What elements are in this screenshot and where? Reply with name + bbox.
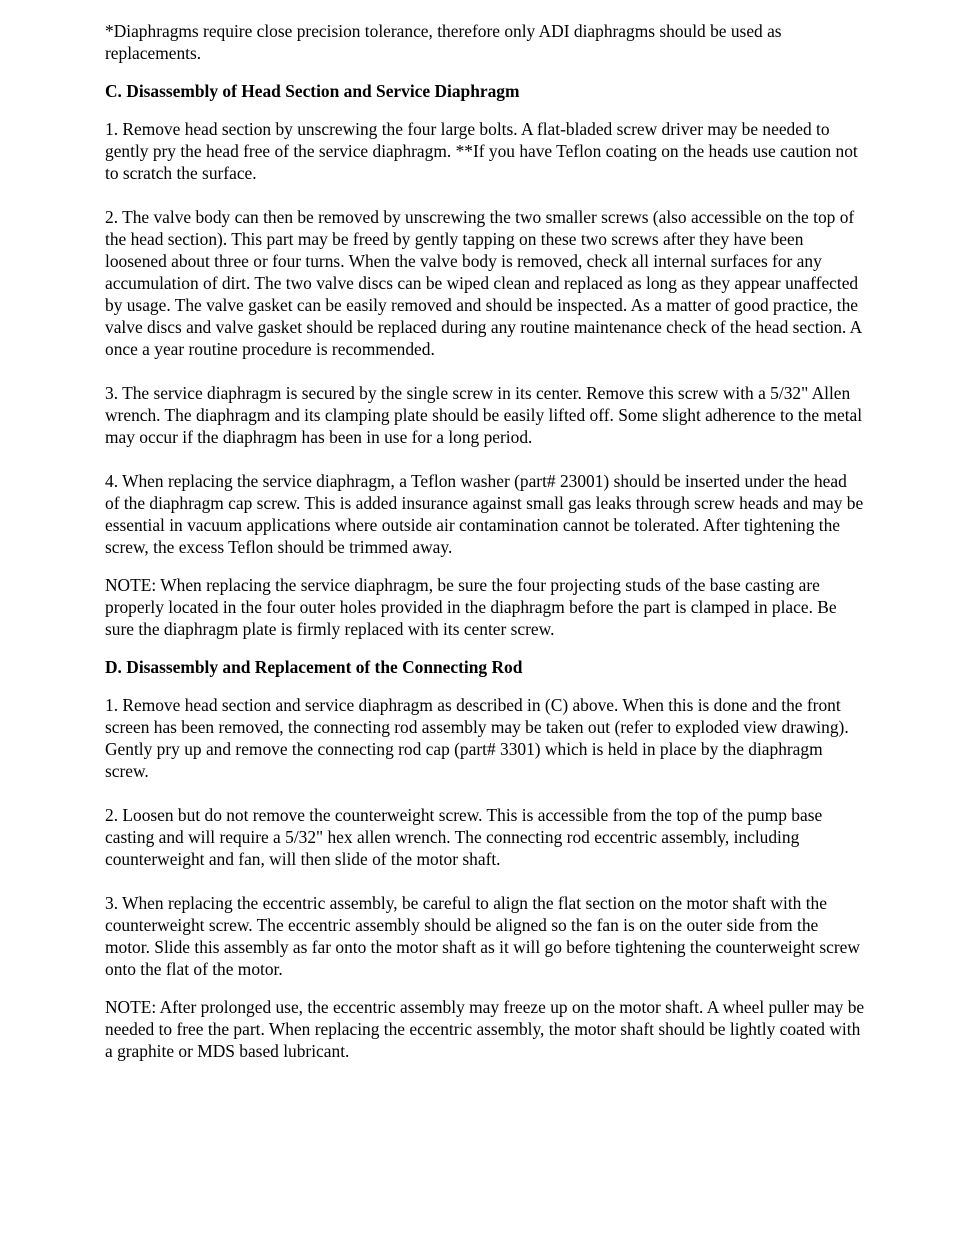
section-c-step-4: 4. When replacing the service diaphragm, a Teflon washer (part# 23001) should be inserted under the head of the diaphragm cap screw. This is added insurance against small gas leaks through screw heads and may be essential in vacuum applications where outside air contamination cannot be tolerated. After tightening the screw, the excess Teflon should be trimmed away. (105, 471, 864, 557)
section-c-step-1: 1. Remove head section by unscrewing the four large bolts. A flat-bladed screw driver may be needed to gently pry the head free of the service diaphragm. **If you have Teflon coating on the heads use caution not to scratch the surface. (105, 119, 858, 183)
section-d-step-1: 1. Remove head section and service diaphragm as described in (C) above. When this is done and the front screen has been removed, the connecting rod assembly may be taken out (refer to exploded view drawing). Gently pry up and remove the connecting rod cap (part# 3301) which is held in place by the diaphragm screw. (105, 695, 849, 781)
section-d-heading: D. Disassembly and Replacement of the Connecting Rod (105, 657, 523, 677)
section-c-step-3: 3. The service diaphragm is secured by the single screw in its center. Remove this screw with a 5/32" Allen wrench. The diaphragm and its clamping plate should be easily lifted off. Some slight adherence to the metal may occur if the diaphragm has been in use for a long period. (105, 383, 863, 447)
intro-note: *Diaphragms require close precision tolerance, therefore only ADI diaphragms should be used as replacements. (105, 21, 782, 63)
section-c-step-2: 2. The valve body can then be removed by unscrewing the two smaller screws (also accessible on the top of the head section). This part may be freed by gently tapping on these two screws after they have been loosened about three or four turns. When the valve body is removed, check all internal surfaces for any accumulation of dirt. The two valve discs can be wiped clean and replaced as long as they appear unaffected by usage. The valve gasket can be easily removed and should be inspected. As a matter of good practice, the valve discs and valve gasket should be replaced during any routine maintenance check of the head section. A once a year routine procedure is recommended. (105, 207, 862, 359)
section-c-note: NOTE: When replacing the service diaphragm, be sure the four projecting studs of the base casting are properly located in the four outer holes provided in the diaphragm before the part is clamped in place. Be sure the diaphragm plate is firmly replaced with its center screw. (105, 575, 837, 639)
section-d-step-2: 2. Loosen but do not remove the counterweight screw. This is accessible from the top of the pump base casting and will require a 5/32" hex allen wrench. The connecting rod eccentric assembly, including counterweight and fan, will then slide of the motor shaft. (105, 805, 823, 869)
document-page (105, 20, 865, 1062)
section-d-step-3: 3. When replacing the eccentric assembly, be careful to align the flat section on the motor shaft with the counterweight screw. The eccentric assembly should be aligned so the fan is on the outer side from the motor. Slide this assembly as far onto the motor shaft as it will go before tightening the counterweight screw onto the flat of the motor. (105, 893, 860, 979)
section-c-heading: C. Disassembly of Head Section and Service Diaphragm (105, 81, 520, 101)
section-d-note: NOTE: After prolonged use, the eccentric assembly may freeze up on the motor shaft. A wheel puller may be needed to free the part. When replacing the eccentric assembly, the motor shaft should be lightly coated with a graphite or MDS based lubricant. (105, 997, 865, 1061)
